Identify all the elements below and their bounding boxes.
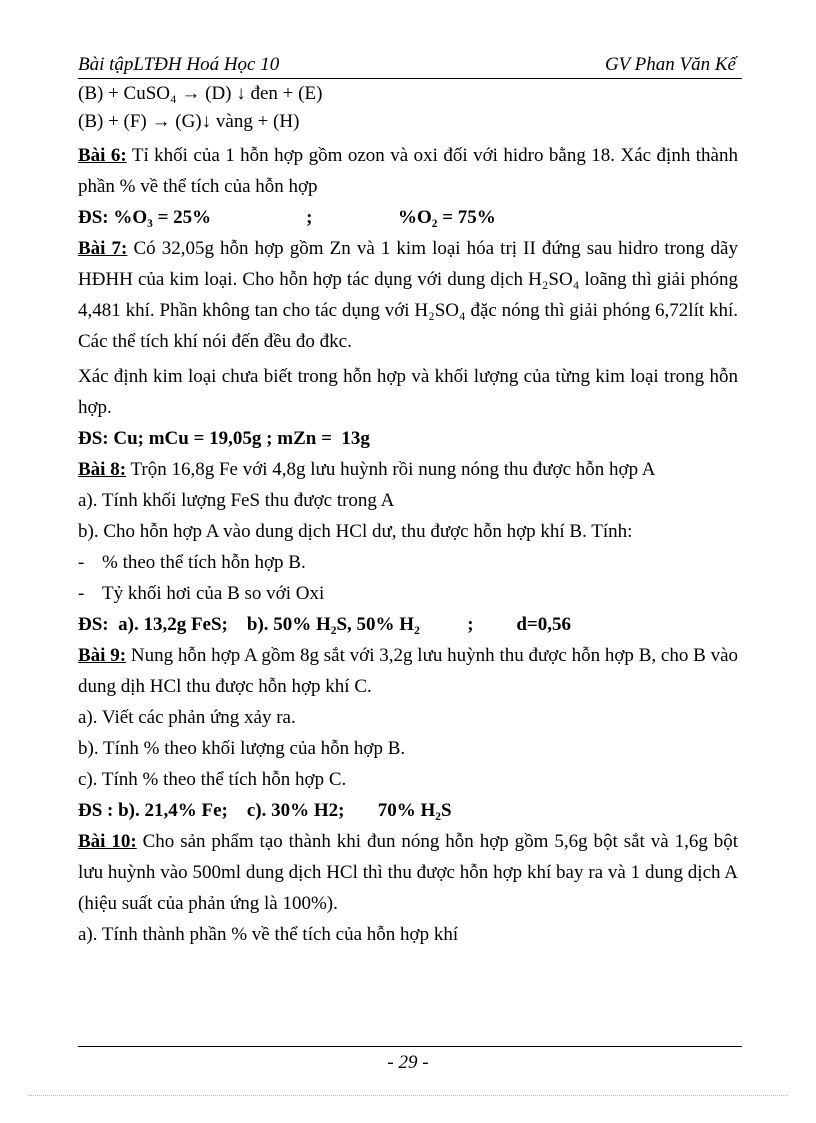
header-author: GV Phan Văn Kế: [604, 54, 736, 75]
question-a: a). Tính thành phần % về thể tích của hỗn hợp khí: [78, 924, 459, 945]
exercise-10: [78, 826, 738, 919]
question-c: c). Tính % theo thể tích hỗn hợp C.: [78, 769, 347, 790]
footer-divider: [78, 1046, 742, 1047]
reaction-line: (B) + (F) → (G)↓ vàng + (H): [78, 111, 300, 132]
exercise-text: Có 32,05g hỗn hợp gồm Zn và 1 kim loại hóa trị II đứng sau hidro trong dãy HĐHH của kim loại. Cho hỗn hợp tác dụng với dung dịch H₂SO₄ loãng thì giải phóng 4,481 khí. Phần không tan cho tác dụng với H₂SO₄ đặc nóng thì giải phóng 6,72lít khí. Các thể tích khí nói đến đều đo đkc.: [78, 238, 738, 352]
question-b: b). Cho hỗn hợp A vào dung dịch HCl dư, thu được hỗn hợp khí B. Tính:: [78, 521, 633, 542]
question-a: a). Tính khối lượng FeS thu được trong A: [78, 490, 395, 511]
exercise-7: [78, 233, 738, 357]
page-edge: [28, 1095, 788, 1096]
page-header: [78, 52, 742, 79]
exercise-label: Bài 9:: [78, 645, 127, 666]
answer-8: ĐS: a). 13,2g FeS; b). 50% H₂S, 50% H₂ ; d=0,56: [78, 614, 572, 635]
answer-9: ĐS : b). 21,4% Fe; c). 30% H2; 70% H₂S: [78, 800, 452, 821]
answer-7: ĐS: Cu; mCu = 19,05g ; mZn = 13g: [78, 428, 370, 449]
exercise-8: [78, 454, 738, 485]
exercise-label: Bài 8:: [78, 459, 127, 480]
bullet-item: - Tỷ khối hơi của B so với Oxi: [78, 583, 325, 604]
exercise-label: Bài 7:: [78, 238, 128, 259]
exercise-text: Nung hỗn hợp A gồm 8g sắt với 3,2g lưu huỳnh thu được hỗn hợp B, cho B vào dung dịh HCl thu được hỗn hợp khí C.: [78, 645, 739, 697]
exercise-label: Bài 10:: [78, 831, 137, 852]
document-body: [78, 80, 738, 950]
exercise-text: Cho sản phẩm tạo thành khi đun nóng hỗn hợp gồm 5,6g bột sắt và 1,6g bột lưu huỳnh vào 500ml dung dịch HCl thì thu được hỗn hợp khí bay ra và 1 dung dịch A (hiệu suất của phản ứng là 100%).: [78, 831, 739, 914]
exercise-7-question: Xác định kim loại chưa biết trong hỗn hợp và khối lượng của từng kim loại trong hỗn hợp.: [78, 366, 738, 418]
exercise-text: Tỉ khối của 1 hỗn hợp gồm ozon và oxi đối với hidro bằng 18. Xác định thành phần % về thể tích của hỗn hợp: [78, 145, 738, 197]
answer-6: ĐS: %O₃ = 25% ; %O₂ = 75%: [78, 207, 496, 228]
header-title: Bài tậpLTĐH Hoá Học 10: [78, 54, 280, 75]
exercise-text: Trộn 16,8g Fe với 4,8g lưu huỳnh rồi nung nóng thu được hỗn hợp A: [126, 459, 656, 480]
question-b: b). Tính % theo khối lượng của hỗn hợp B.: [78, 738, 406, 759]
page-number: - 29 -: [387, 1052, 429, 1073]
exercise-9: [78, 640, 738, 702]
bullet-item: - % theo thể tích hỗn hợp B.: [78, 552, 306, 573]
exercise-label: Bài 6:: [78, 145, 127, 166]
exercise-6: [78, 140, 738, 202]
reaction-line: (B) + CuSO₄ → (D) ↓ đen + (E): [78, 83, 323, 104]
question-a: a). Viết các phản ứng xảy ra.: [78, 707, 296, 728]
